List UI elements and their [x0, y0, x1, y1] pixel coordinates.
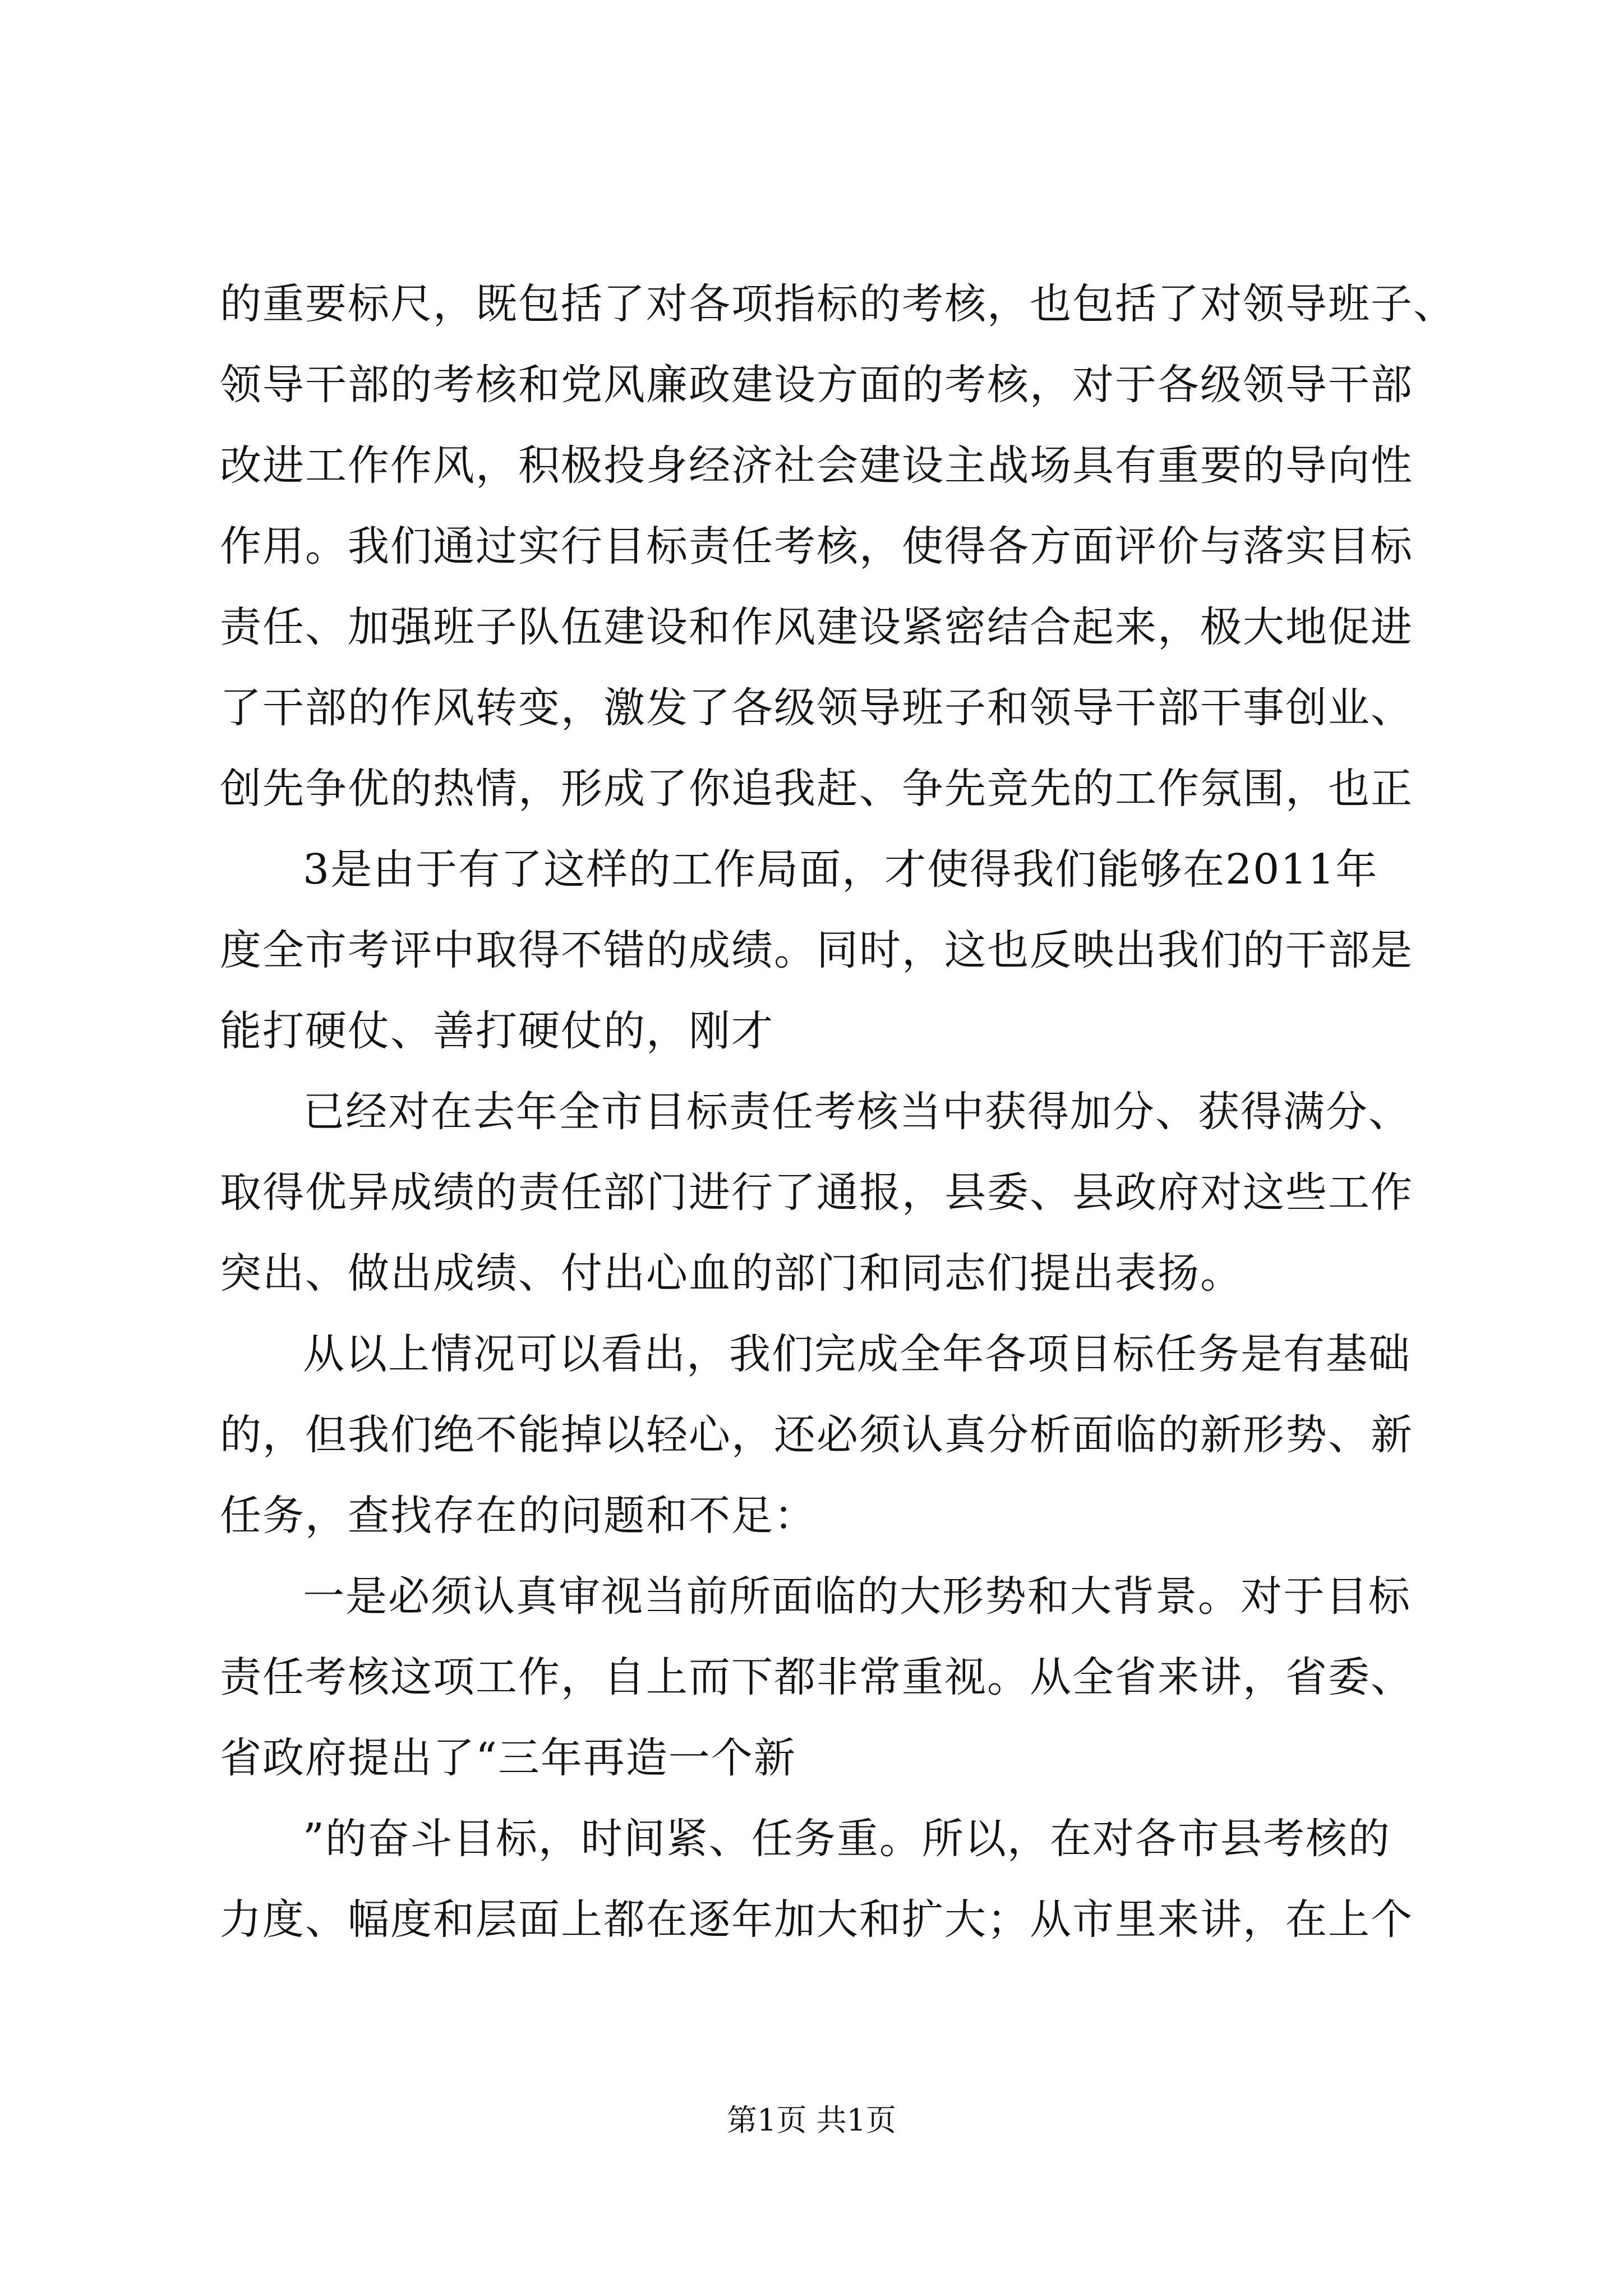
paragraph-6 — [220, 1798, 1420, 1960]
text-line: 的，但我们绝不能掉以轻心，还必须认真分析面临的新形势、新 — [220, 1411, 1413, 1459]
text-line: 力度、幅度和层面上都在逐年加大和扩大；从市里来讲，在上个 — [220, 1895, 1413, 1944]
text-line: 能打硬仗、善打硬仗的，刚才 — [220, 1007, 774, 1055]
text-line: 一是必须认真审视当前所面临的大形势和大背景。对于目标 — [303, 1572, 1411, 1621]
text-line: 责任考核这项工作，自上而下都非常重视。从全省来讲，省委、 — [220, 1653, 1413, 1701]
text-line: 作用。我们通过实行目标责任考核，使得各方面评价与落实目标 — [220, 522, 1413, 570]
text-line: 突出、做出成绩、付出心血的部门和同志们提出表扬。 — [220, 1249, 1243, 1297]
document-body — [220, 264, 1456, 1960]
text-line: 已经对在去年全市目标责任考核当中获得加分、获得满分、 — [303, 1088, 1411, 1136]
text-line: 省政府提出了“三年再造一个新 — [220, 1734, 796, 1782]
text-line: 3是由于有了这样的工作局面，才使得我们能够在2011年 — [303, 845, 1378, 894]
paragraph-5 — [220, 1556, 1420, 1798]
paragraph-2 — [220, 829, 1420, 1071]
text-line: 度全市考评中取得不错的成绩。同时，这也反映出我们的干部是 — [220, 926, 1413, 974]
text-line: 创先争优的热情，形成了你追我赶、争先竞先的工作氛围，也正 — [220, 765, 1413, 813]
text-line: 任务，查找存在的问题和不足： — [220, 1492, 817, 1540]
paragraph-4 — [220, 1314, 1420, 1556]
paragraph-1 — [220, 264, 1456, 829]
text-line: ”的奋斗目标，时间紧、任务重。所以，在对各市县考核的 — [303, 1815, 1391, 1863]
text-line: 领导干部的考核和党风廉政建设方面的考核，对于各级领导干部 — [220, 361, 1413, 409]
text-line: 责任、加强班子队伍建设和作风建设紧密结合起来，极大地促进 — [220, 603, 1413, 651]
text-line: 了干部的作风转变，激发了各级领导班子和领导干部干事创业、 — [220, 684, 1413, 732]
text-line: 从以上情况可以看出，我们完成全年各项目标任务是有基础 — [303, 1330, 1411, 1378]
text-line: 取得优异成绩的责任部门进行了通报，县委、县政府对这些工作 — [220, 1168, 1413, 1217]
page-footer: 第1页 共1页 — [727, 2102, 896, 2138]
text-line: 的重要标尺，既包括了对各项指标的考核，也包括了对领导班子、 — [220, 280, 1456, 328]
text-line: 改进工作作风，积极投身经济社会建设主战场具有重要的导向性 — [220, 441, 1413, 490]
paragraph-3 — [220, 1071, 1420, 1314]
